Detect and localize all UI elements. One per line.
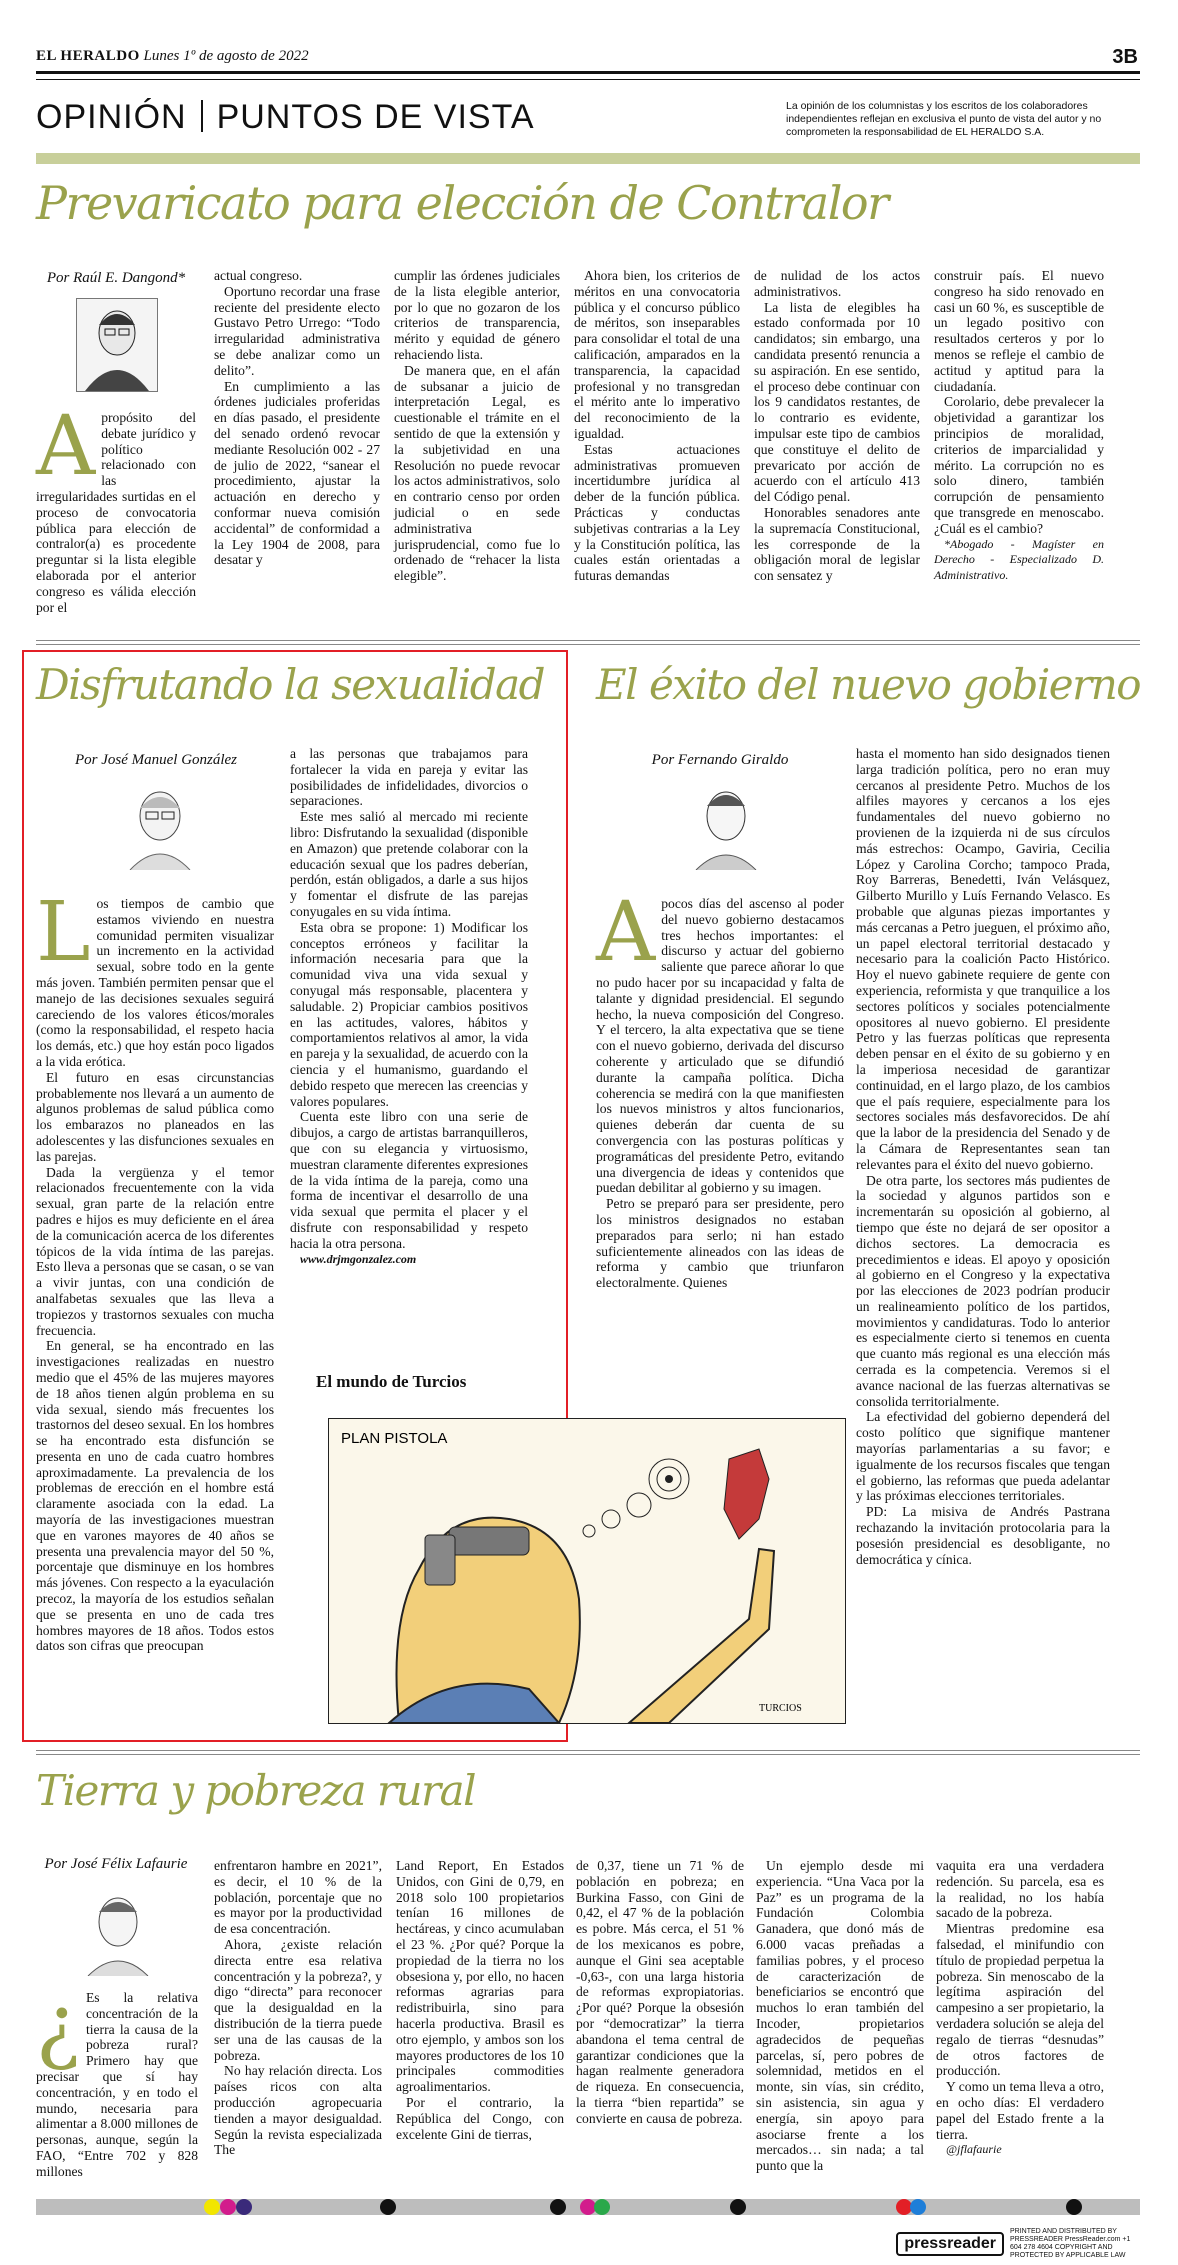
paragraph: Oportuno recordar una frase reciente del presidente electo Gustavo Petro Urrego: “Todo irregularidad administrativa se debe analizar como un delito”. — [214, 283, 380, 378]
paragraph: Corolario, debe prevalecer la objetividad a garantizar los principios de moralidad, criterios de imparcialidad y mérito. La corrupción no es solo dinero, también corrupción de pensamiento que transgrede en menoscabo. ¿Cuál es el cambio? — [934, 394, 1104, 536]
paragraph: Petro se preparó para ser presidente, pero los ministros designados no estaban preparados para serlo; ni han estado suficientemente alineados con las ideas de reforma y cambio que triunfaron electoralmente. Quienes — [596, 1196, 844, 1291]
paragraph: Y como un tema lleva a otro, en ocho días: El verdadero papel del Estado frente a la tierra. — [936, 2079, 1104, 2142]
paragraph: En cumplimiento a las órdenes judiciales proferidas en días pasado, el presidente del senado ordenó revocar mediante Resolución 002 - 27 de julio de 2022, “sanear el procedimiento, ajustar la actuación en derecho y conformar nueva comisión accidental” de conformidad a la Ley 1904 de 2008, para desatar y — [214, 378, 380, 568]
article1-byline: Por Raúl E. Dangond* — [46, 270, 186, 286]
black-dot — [730, 2199, 746, 2215]
paragraph: Por el contrario, la República del Congo, con excelente Gini de tierras, — [396, 2094, 564, 2142]
article3-dropcap: A — [596, 885, 656, 980]
article1-col6 — [934, 268, 1104, 584]
section-divider — [201, 100, 203, 132]
author-note: *Abogado - Magíster en Derecho - Especializado D. Administrativo. — [934, 536, 1104, 583]
article4-col3 — [396, 1858, 564, 2142]
paragraph: De otra parte, los sectores más pudientes de la sociedad y algunos partidos son e incrementarán su oposición al gobierno, al tiempo que éste no dejará de ser opositor a dichos sectores. La democracia es precedimientos e ideas. El apoyo y oposición al gobierno en el Congreso y la expectativa por las elecciones de 2023 podrían producir un realineamiento político de los partidos, movimientos y candidaturas. Todo lo anterior es especialmente cierto si tenemos en cuenta que cuanto más regional es una elección más cerrada es la competencia. Veremos si el avance nacional de las fuerzas alternativas se consolida territorialmente. — [856, 1172, 1110, 1409]
paragraph: La lista de elegibles ha estado conformada por 10 candidatos; sin embargo, una candidata presentó renuncia a su aspiración. En ese sentido, el proceso debe continuar con los 9 candidatos restantes, de lo contrario es evidente, impulsar este tipo de cambios que constituye el delito de prevaricato por acción de acuerdo con el artículo 413 del Código penal. — [754, 299, 920, 505]
divider — [36, 640, 1140, 641]
article4-col5 — [756, 1858, 924, 2174]
article2-text: os tiempos de cambio que estamos viviendo en nuestra comunidad permiten visualizar un incremento en la actividad sexual, sobre todo en la gente más joven. También permiten pensar que el manejo de las decisiones sexuales seguirá careciendo de los valores éticos/morales (como la responsabilidad, el respeto hacia los demás, etc.) que hoy están poco ligados a la vida erótica. — [36, 896, 274, 1069]
article4-col6 — [936, 1858, 1104, 2158]
cartoon-caption: PLAN PISTOLA — [341, 1430, 448, 1447]
author-website: www.drjmgonzalez.com — [300, 1251, 417, 1266]
black-dot — [550, 2199, 566, 2215]
article4-headline: Tierra y pobreza rural — [36, 1766, 476, 1815]
paragraph: cumplir las órdenes judiciales de la lista elegible anterior, por lo que no gozaron de los criterios de transparencia, mérito y equidad de género rehaciendo lista. — [394, 268, 560, 362]
article1-dropcap: A — [36, 399, 96, 494]
article2-col1 — [36, 885, 274, 1654]
paragraph: enfrentaron hambre en 2021”, es decir, el 10 % de la población, porcentaje que no es mayor por la productividad de esa concentración. — [214, 1858, 382, 1937]
article3-text: pocos días del ascenso al poder del nuevo gobierno destacamos tres hechos importantes: el discurso y actuar del gobierno saliente que parece añorar lo que no pudo hacer por su incapacidad y falta de talante y dignidad presidencial. El segundo hecho, la nueva composición del Congreso. Y el tercero, la alta expectativa que se tiene con el nuevo gobierno, derivada del discurso coherente y articulado que se difundió durante la campaña política. Dicha coherencia se medirá con la que manifiesten los nuevos ministros y altos funcionarios, quienes deberán dar cuenta de su convergencia con las posturas políticas y programáticas del presidente Petro, evitando una divergencia de ideas y contenidos que puedan debilitar al gobierno y su imagen. — [596, 896, 844, 1196]
author-portrait — [120, 778, 200, 870]
article2-dropcap: L — [36, 885, 91, 980]
page-number: 3B — [1112, 46, 1138, 68]
article1-text: propósito del debate jurídico y político relacionado con las irregularidades surtidas en el proceso de convocatoria pública para elección de contralor(a) es procedente preguntar si la lista elegible elaborada por el anterior congreso es válida elección por el — [36, 410, 196, 615]
article4-col4 — [576, 1858, 744, 2127]
paragraph: vaquita era una verdadera redención. Su parcela, esa es la realidad, no los había sacado de la pobreza. — [936, 1858, 1104, 1921]
divider — [36, 644, 1140, 645]
article3-col1 — [596, 885, 844, 1291]
paragraph: Esta obra se propone: 1) Modificar los conceptos erróneos y facilitar la información necesaria para que la comunidad viva una vida sexual y conyugal más responsable, placentera y saludable. 2) Propiciar cambios positivos en las actitudes, valores, hábitos y comportamientos relativos al amor, la vida en pareja y la sexualidad, de acuerdo con la ciencia y el humanismo, guardando el debido respeto que merecen las creencias y valores populares. — [290, 919, 528, 1109]
author-handle: @jflafaurie — [946, 2142, 1002, 2157]
article3-col2 — [856, 746, 1110, 1567]
cartoon-image — [328, 1418, 846, 1724]
article1-headline: Prevaricato para elección de Contralor — [36, 176, 888, 230]
paragraph: De manera que, en el afán de subsanar a juicio de interpretación Legal, es cuestionable el trámite en el sentido de que la extensión y la subjetividad en una Resolución no puede revocar los actos administrativos, solo en contrario censo por orden judicial o en sede administrativa jurisprudencial, como fue lo ordenado de “rehacer la lista elegible”. — [394, 362, 560, 584]
paragraph: construir país. El nuevo congreso ha sido renovado en casi un 60 %, es susceptible de un legado positivo con resultados certeros y por lo menos se refleje el cambio de actitud y aptitud para la ciudadanía. — [934, 268, 1104, 394]
paragraph: Estas actuaciones administrativas promueven incertidumbre jurídica al deber de la función pública. Prácticas y conductas subjetivas contrarias a la Ley y la Constitución política, las cuales están orientadas a futuras demandas — [574, 441, 740, 584]
article2-headline: Disfrutando la sexualidad — [36, 660, 545, 709]
paragraph: actual congreso. — [214, 268, 303, 283]
paragraph: El futuro en esas circunstancias probablemente nos llevará a un aumento de algunos problemas de salud pública como los embarazos no planeados en las adolescentes y las disfunciones sexuales en las parejas. — [36, 1069, 274, 1164]
pressreader-notice: PRINTED AND DISTRIBUTED BY PRESSREADER PressReader.com +1 604 278 4604 COPYRIGHT AND PROTECTED BY APPLICABLE LAW — [1010, 2228, 1131, 2259]
disclaimer: La opinión de los columnistas y los escritos de los colaboradores independientes reflejan en exclusiva el punto de vista del autor y no comprometen la responsabilidad de EL HERALDO S.A. — [786, 100, 1102, 138]
article4-col2 — [214, 1858, 382, 2158]
black-dot — [1066, 2199, 1082, 2215]
paragraph: Este mes salió al mercado mi reciente libro: Disfrutando la sexualidad (disponible en Amazon) que pretende colaborar con la educación sexual que los padres deberían, perdón, están obligados, a darle a sus hijos y fomentar el disfrute de las parejas conyugales en su vida íntima. — [290, 809, 528, 919]
article2-col2 — [290, 746, 528, 1267]
author-portrait — [686, 778, 766, 870]
pressreader-logo: pressreader — [896, 2232, 1004, 2256]
article1-col4 — [574, 268, 740, 584]
paragraph: Dada la vergüenza y el temor relacionados frecuentemente con la vida sexual, gran parte de la relación entre padres e hijos es muy deficiente en el área de la comunicación acerca de los diferentes tópicos de la vida íntima de las parejas. Esto lleva a personas que se casan, o se van a vivir juntas, con una condición de analfabetas sexuales que las lleva a tropiezos y trastornos sexuales con mucha frecuencia. — [36, 1164, 274, 1338]
paragraph: Ahora, ¿existe relación directa entre esa relativa concentración y la pobreza?, y digo “directa” para reconocer que la desigualdad en la distribución de la tierra puede ser una de las causas de la pobreza. — [214, 1936, 382, 2063]
blue-dot — [236, 2199, 252, 2215]
article1-col2 — [214, 268, 380, 568]
author-portrait — [78, 1884, 158, 1976]
magenta-dot — [220, 2199, 236, 2215]
paragraph: La efectividad del gobierno dependerá del costo político que signifique mantener mayorías parlamentarias a su favor; e igualmente de los recursos fiscales que tengan el gobierno, las reformas que pueda adelantar y las próximas elecciones territoriales. — [856, 1409, 1110, 1504]
paragraph: a las personas que trabajamos para fortalecer la vida en pareja y evitar las posibilidades de infidelidades, divorcios o separaciones. — [290, 746, 528, 809]
green-dot — [594, 2199, 610, 2215]
article4-dropcap: ¿ — [36, 1979, 80, 2074]
green-bar — [36, 153, 1140, 164]
paper-name: EL HERALDO — [36, 48, 140, 64]
author-portrait — [76, 298, 158, 392]
paragraph: hasta el momento han sido designados tienen larga tradición política, pero no eran muy cercanos al presidente Petro. Muchos de los alfiles mayores y cercanos a los ejes fundamentales del nuevo gobierno no provienen de la izquierda ni de sus círculos más estrechos: Ocampo, Gaviria, Cecilia López y Carolina Corcho; tampoco Prada, Roy Barreras, Benedetti, Iván Velásquez, Gilberto Murillo y Luís Fernando Velasco. Es probable que algunas piezas importantes y más cercanas a Petro jueguen, el próximo año, un papel electoral territorial destacado y necesario para la coalición Pacto Histórico. Hoy el nuevo gabinete requiere de gente con experiencia, reformista y que tranquilice a los sectores políticos y sociales potencialmente opositores al nuevo gobierno. El presidente Petro y las fuerzas políticas que representa deben pensar en el éxito de su gobierno y en la imperiosa necesidad de garantizar continuidad, en el largo plazo, de los cambios que el país requiere, especialmente para los sectores sociales más desfavorecidos. De ahí que la labor de la presidencia del Senado y de la Cámara de Representantes sean tan relevantes para el éxito del nuevo gobierno. — [856, 746, 1110, 1172]
paragraph: Land Report, En Estados Unidos, con Gini de 0,79, en 2018 solo 100 propietarios tenían 16 millones de hectáreas, y cinco acumulaban el 23 %. ¿Por qué? Porque la propiedad de la tierra no los obsesiona y, por ello, no hacen reformas agrarias para redistribuirla, sino para hacerla productiva. Brasil es otro ejemplo, y ambos son los mayores productores de los 10 principales commodities agroalimentarios. — [396, 1858, 564, 2095]
cartoon-signature: TURCIOS — [759, 1703, 802, 1714]
paragraph: Un ejemplo desde mi experiencia. “Una Vaca por la Paz” es un programa de la Fundación Colombia Ganadera, que donó más de 6.000 vacas preñadas a familias pobres, y el proceso de caracterización de beneficiarios se encontró que muchos lo eran también del Incoder, propietarios agradecidos de pequeñas parcelas, sí, pero pobres de solemnidad, metidos en el monte, sin vías, sin crédito, sin asistencia, sin agua y energía, sin apoyo para asociarse frente a los mercados… sin nada; a tal punto que la — [756, 1858, 924, 2174]
paragraph: PD: La misiva de Andrés Pastrana rechazando la invitación protocolaria para la posesión presidencial es desobligante, no democrática y cínica. — [856, 1504, 1110, 1567]
divider — [36, 1754, 1140, 1755]
section-title — [36, 98, 535, 137]
article4-byline: Por José Félix Lafaurie — [44, 1856, 188, 1872]
article1-col3 — [394, 268, 560, 584]
cyan-dot — [910, 2199, 926, 2215]
paragraph: No hay relación directa. Los países ricos con alta producción agropecuaria tienden a mayor desigualdad. Según la revista especializada The — [214, 2063, 382, 2158]
masthead — [36, 48, 309, 65]
issue-date: Lunes 1º de agosto de 2022 — [143, 48, 309, 64]
article2-byline: Por José Manuel González — [74, 752, 238, 768]
paragraph: En general, se ha encontrado en las investigaciones realizadas en nuestro medio que el 45% de las mujeres mayores de 18 años tienen algún problema en su vida sexual, siendo más frecuentes los trastornos del deseo sexual. En los hombres se ha encontrado esta disfunción se presenta en uno de cada cuatro hombres aproximadamente. La prevalencia de los problemas de erección en el hombre está claramente asociada con la edad. La mayoría de las investigaciones muestran que en varones mayores de 40 años se presenta una prevalencia mayor del 50 %, porcentaje que disminuye en los hombres más jóvenes. Con respecto a la eyaculación precoz, la mayoría de los estudios señalan que se presenta en uno de cada tres hombres mayores de 18 años. Todos estos datos son cifras que preocupan — [36, 1338, 274, 1654]
article4-col1 — [36, 1979, 198, 2180]
paragraph: Ahora bien, los criterios de méritos en una convocatoria pública y el concurso público de méritos, son inseparables para consolidar el total de una calificación, amparados en la transparencia, la capacidad profesional y no transgredan el mérito ante lo imperativo del reconocimiento de la igualdad. — [574, 268, 740, 441]
yellow-dot — [204, 2199, 220, 2215]
black-dot — [380, 2199, 396, 2215]
paragraph: Mientras predomine esa falsedad, el minifundio con título de propiedad perpetua la pobreza. Sin menoscabo de la legítima aspiración del campesino a ser propietario, la verdadera solución se aleja del regalo de tierras “desnudas” de otros factores de producción. — [936, 1921, 1104, 2079]
article1-col5 — [754, 268, 920, 584]
paragraph: de 0,37, tiene un 71 % de población en pobreza; en Burkina Fasso, con Gini de 0,42, el 47 % de la población es pobre. Más cerca, el 51 % de los mexicanos es pobre, aunque el Gini sea aceptable -0,63-, con una larga historia de reformas expropiatorias. ¿Por qué? Porque la obsesión por “democratizar” la tierra abandona el tema central de garantizar condiciones que la hagan realmente generadora de riqueza. En consecuencia, la tierra “bien repartida” se convierte en causa de pobreza. — [576, 1858, 744, 2126]
paragraph: Cuenta este libro con una serie de dibujos, a cargo de artistas barranquilleros, que con su elegancia y virtuosismo, muestran claramente diferentes expresiones de la vida íntima de la pareja, como una forma de incentivar el desarrollo de una vida sexual que permita el placer y el disfrute con responsabilidad y respeto hacia la otra persona. — [290, 1109, 528, 1251]
paragraph: de nulidad de los actos administrativos. — [754, 268, 920, 299]
article3-headline: El éxito del nuevo gobierno — [596, 660, 1141, 709]
paragraph: Honorables senadores ante la supremacía Constitucional, les corresponde de la obligación moral de legislar con sensatez y — [754, 504, 920, 584]
article3-byline: Por Fernando Giraldo — [651, 752, 789, 768]
pressreader-footer — [896, 2228, 1140, 2260]
divider — [36, 1750, 1140, 1751]
article1-col1 — [36, 399, 196, 615]
top-rule-thin — [36, 79, 1140, 80]
article4-text: Es la relativa concentración de la tierra la causa de la pobreza rural? Primero hay que precisar que sí hay concentración, y en todo el mundo, necesaria para alimentar a 8.000 millones de personas, aunque, según la FAO, “Entre 702 y 828 millones — [36, 1990, 198, 2179]
color-registration-bar — [36, 2199, 1140, 2215]
section-left: OPINIÓN — [36, 98, 187, 136]
section-right: PUNTOS DE VISTA — [216, 98, 535, 136]
cartoon-title: El mundo de Turcios — [316, 1372, 467, 1391]
top-rule — [36, 71, 1140, 74]
